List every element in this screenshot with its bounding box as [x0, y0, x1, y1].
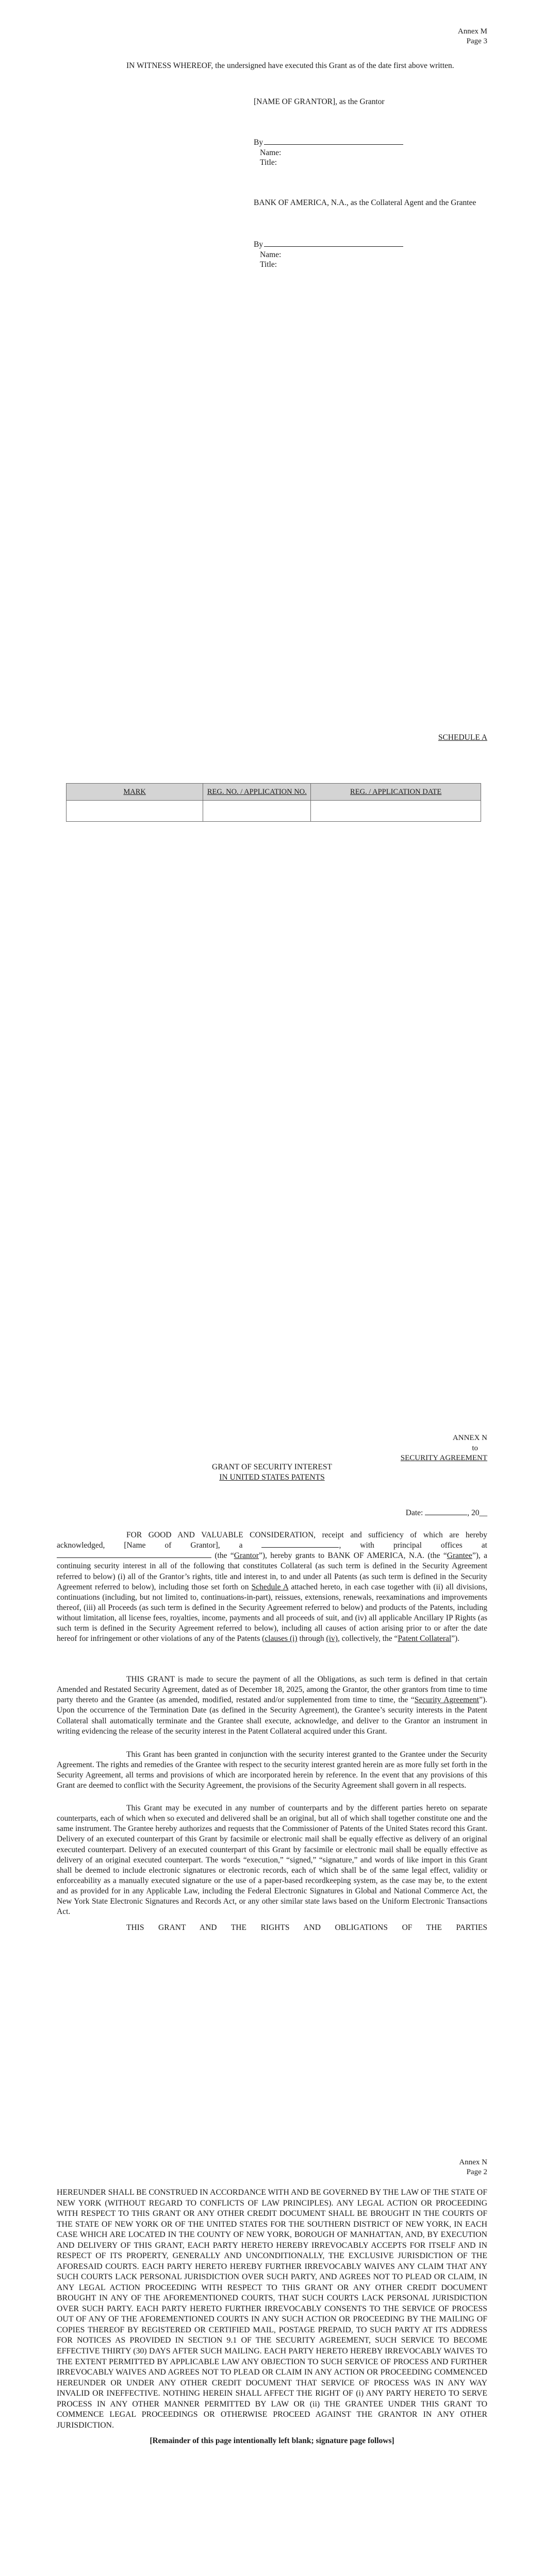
grantee-name-label: Name: [260, 250, 282, 259]
page-number: Page 2 [466, 2167, 487, 2176]
table-header-row [67, 784, 481, 801]
grantee-by-line [254, 239, 486, 250]
table-row [67, 801, 481, 822]
page-number: Page 3 [466, 37, 487, 45]
title-line-1: GRANT OF SECURITY INTEREST [212, 1463, 332, 1471]
grantor-title-label: Title: [260, 158, 277, 167]
clause-reference: (iv) [326, 1634, 338, 1643]
schedule-a-table [66, 783, 481, 822]
date-line [406, 1508, 487, 1518]
blank-entity [261, 1547, 339, 1548]
text-run: FOR GOOD AND VALUABLE CONSIDERATION, receipt and sufficiency of which are hereby acknowledged, [Name of Grantor], a [57, 1531, 487, 1550]
document-title [0, 1462, 544, 1483]
table-cell [203, 801, 311, 822]
signature-line [264, 137, 403, 145]
by-label: By [254, 138, 263, 147]
schedule-a-reference: Schedule A [251, 1582, 289, 1591]
title-line-2: IN UNITED STATES PATENTS [219, 1472, 325, 1482]
grantee-signature-block [254, 198, 486, 270]
text-run: ”), hereby grants to BANK OF AMERICA, N.A. (the “ [258, 1551, 447, 1561]
annex-label: Annex N [459, 2158, 487, 2166]
signature-line [264, 239, 403, 247]
text-run: (the “ [215, 1551, 234, 1561]
defined-term-grantor: Grantor [234, 1551, 259, 1561]
page-header-annex-n [401, 1433, 487, 1464]
by-label: By [254, 240, 263, 249]
agreement-label: SECURITY AGREEMENT [400, 1454, 487, 1462]
column-header-reg-date: REG. / APPLICATION DATE [311, 784, 481, 801]
grantee-name-line: BANK OF AMERICA, N.A., as the Collateral Agent and the Grantee [254, 198, 476, 207]
grantor-name-line: [NAME OF GRANTOR], as the Grantor [254, 97, 385, 106]
text-run: ”). [451, 1634, 460, 1643]
page-header-annex-m [458, 27, 487, 46]
table-cell [311, 801, 481, 822]
annex-label: Annex M [457, 27, 487, 36]
text-run: through [297, 1634, 326, 1643]
grantor-name-label: Name: [260, 148, 282, 157]
governing-law-paragraph: HEREUNDER SHALL BE CONSTRUED IN ACCORDANCE WITH AND BE GOVERNED BY THE LAW OF THE STATE OF NEW YORK (WITHOUT REGARD TO CONFLICTS OF LAW PRINCIPLES). ANY LEGAL ACTION OR PROCEEDING WITH RESPECT TO THIS GRANT OR ANY OTHER CREDIT DOCUMENT SHALL BE BROUGHT IN THE COURTS OF THE STATE OF NEW YORK OR OF THE UNITED STATES FOR THE SOUTHERN DISTRICT OF NEW YORK, IN EACH CASE WHICH ARE LOCATED IN THE COUNTY OF NEW YORK, BOROUGH OF MANHATTAN, AND, BY EXECUTION AND DELIVERY OF THIS GRANT, EACH PARTY HERETO HEREBY IRREVOCABLY ACCEPTS FOR ITSELF AND IN RESPECT OF ITS PROPERTY, GENERALLY AND UNCONDITIONALLY, THE EXCLUSIVE JURISDICTION OF THE AFORESAID COURTS. EACH PARTY HERETO HEREBY FURTHER IRREVOCABLY WAIVES ANY CLAIM THAT ANY SUCH COURTS LACK PERSONAL JURISDICTION OVER SUCH PARTY, AND AGREES NOT TO PLEAD OR CLAIM, IN ANY LEGAL ACTION PROCEEDING WITH RESPECT TO THIS GRANT OR ANY OTHER CREDIT DOCUMENT BROUGHT IN ANY OF THE AFOREMENTIONED COURTS, THAT SUCH COURTS LACK PERSONAL JURISDICTION OVER SUCH PARTY. EACH PARTY HERETO FURTHER IRREVOCABLY CONSENTS TO THE SERVICE OF PROCESS OUT OF ANY OF THE AFOREMENTIONED COURTS IN ANY SUCH ACTION OR PROCEEDING BY THE MAILING OF COPIES THEREOF BY REGISTERED OR CERTIFIED MAIL, POSTAGE PREPAID, TO SUCH PARTY AT ITS ADDRESS FOR NOTICES AS PROVIDED IN SECTION 9.1 OF THE SECURITY AGREEMENT, SUCH SERVICE TO BECOME EFFECTIVE THIRTY (30) DAYS AFTER SUCH MAILING. EACH PARTY HERETO HEREBY IRREVOCABLY WAIVES TO THE EXTENT PERMITTED BY APPLICABLE LAW ANY OBJECTION TO SUCH SERVICE OF PROCESS AND FURTHER IRREVOCABLY WAIVES AND AGREES NOT TO PLEAD OR CLAIM IN ANY ACTION OR PROCEEDING COMMENCED HEREUNDER OR UNDER ANY OTHER CREDIT DOCUMENT THAT SERVICE OF PROCESS WAS IN ANY WAY INVALID OR INEFFECTIVE. NOTHING HEREIN SHALL AFFECT THE RIGHT OF (i) ANY PARTY HERETO TO SERVE PROCESS IN ANY OTHER MANNER PERMITTED BY LAW OR (ii) THE GRANTEE UNDER THIS GRANT TO COMMENCE LEGAL PROCEEDINGS OR OTHERWISE PROCEED AGAINST THE GRANTOR IN ANY OTHER JURISDICTION. [57, 2188, 487, 2430]
table-cell [67, 801, 203, 822]
text-run: ”), a continuing security interest in all of the following that constitutes Collateral (as such term is defined in the Security Agreement referred to below) (i) all of the Grantor’s rights, title and interest in, to and under all Patents (as such term is defined in the Security Agreement referred to below), including those set forth on [57, 1551, 488, 1591]
clause-reference: clauses (i) [265, 1634, 298, 1643]
witness-paragraph: IN WITNESS WHEREOF, the undersigned have executed this Grant as of the date first above written. [126, 61, 454, 70]
grantor-signature-block [254, 97, 486, 168]
remainder-note: [Remainder of this page intentionally left blank; signature page follows] [150, 2436, 394, 2445]
column-header-reg-no: REG. NO. / APPLICATION NO. [203, 784, 311, 801]
defined-term-security-agreement: Security Agreement [414, 1696, 480, 1705]
conjunction-paragraph: This Grant has been granted in conjunction with the security interest granted to the Grantee under the Security Agreement. The rights and remedies of the Grantee with respect to the security interest granted herein are as more fully set forth in the Security Agreement, all terms and provisions of which are incorporated herein by reference. In the event that any provisions of this Grant are deemed to conflict with the Security Agreement, the provisions of the Security Agreement shall govern in all respects. [57, 1750, 487, 1790]
annex-label: ANNEX N [452, 1434, 487, 1442]
page-header-annex-n-p2 [459, 2158, 487, 2177]
date-suffix: , 20__ [467, 1509, 487, 1517]
schedule-a-heading: SCHEDULE A [438, 733, 487, 742]
date-label: Date: [405, 1509, 423, 1517]
governing-law-paragraph-start: THIS GRANT AND THE RIGHTS AND OBLIGATIONS OF THE PARTIES [126, 1923, 487, 1932]
to-label: to [472, 1444, 478, 1452]
text-run: , collectively, the “ [337, 1634, 398, 1643]
grantee-title-label: Title: [260, 260, 277, 269]
text-run: ”). Upon the occurrence of the Termination Date (as defined in the Security Agreement), the Grantee’s security interests in the Patent Collateral shall automatically terminate and the Grantee shall execute, acknowledge, and deliver to the Grantor an instrument in writing evidencing the release of the security interest in the Patent Collateral acquired under this Grant. [57, 1696, 487, 1736]
text-run: , with principal offices at [339, 1541, 487, 1550]
blank-address [57, 1557, 211, 1558]
text-run: attached hereto, in each case together with (ii) all divisions, continuations (including, but not limited to, continuations-in-part), reissues, extensions, renewals, reexaminations and improvements thereof, (iii) all Proceeds (as such term is defined in the Security Agreement referred to below) and products of the Patents, including without limitation, all license fees, royalties, income, payments and all proceeds of suit, and (iv) all applicable Ancillary IP Rights (as such term is defined in the Security Agreement referred to below), including all causes of action arising prior to or after the date hereof for infringement or other violations of any of the Patents ( [57, 1582, 487, 1643]
text-run: THIS GRANT is made to secure the payment of all the Obligations, as such term is defined in that certain Amended and Restated Security Agreement, dated as of December 18, 2025, among the Grantor, the other grantors from time to time party thereto and the Grantee (as amended, modified, restated and/or supplemented from time to time, the “ [57, 1675, 487, 1705]
defined-term-patent-collateral: Patent Collateral [398, 1634, 452, 1643]
consideration-paragraph [57, 1530, 487, 1645]
defined-term-grantee: Grantee [447, 1551, 472, 1561]
counterparts-paragraph: This Grant may be executed in any number of counterparts and by the different parties hereto on separate counterparts, each of which when so executed and delivered shall be an original, but all of which shall together constitute one and the same instrument. The Grantee hereby authorizes and requests that the Commissioner of Patents of the United States record this Grant. Delivery of an executed counterpart of this Grant by facsimile or electronic mail shall be equally effective as delivery of an original executed counterpart. Delivery of an executed counterpart of this Grant by facsimile or electronic mail shall be equally effective as delivery of an original executed counterpart. The words “execution,” “signed,” “signature,” and words of like import in this Grant shall be deemed to include electronic signatures or electronic records, each of which shall be of the same legal effect, validity or enforceability as a manually executed signature or the use of a paper-based recordkeeping system, as the case may be, to the extent and as provided for in any Applicable Law, including the Federal Electronic Signatures in Global and National Commerce Act, the New York State Electronic Signatures and Records Act, or any other similar state laws based on the Uniform Electronic Transactions Act. [57, 1804, 487, 1917]
column-header-mark: MARK [67, 784, 203, 801]
purpose-paragraph [57, 1674, 487, 1737]
grantor-by-line [254, 137, 486, 148]
